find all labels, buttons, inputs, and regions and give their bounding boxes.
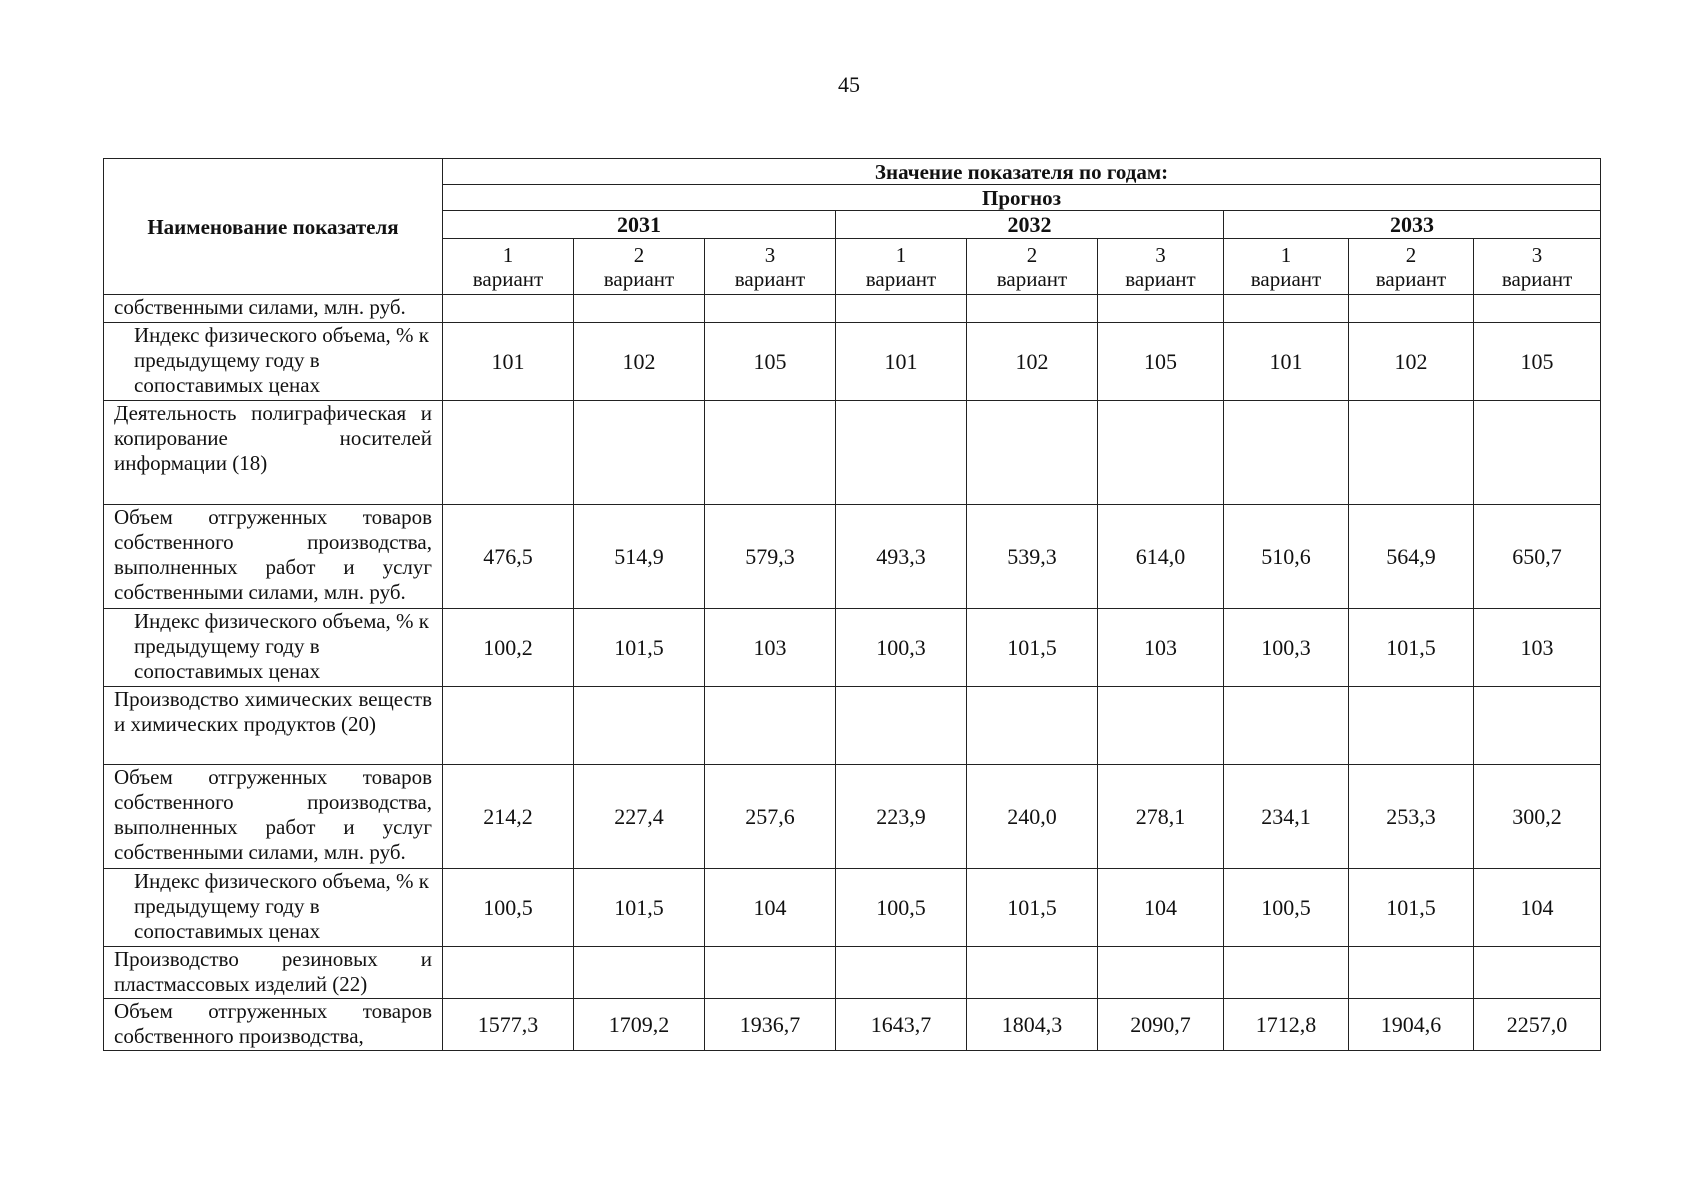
value-cell: 103 xyxy=(1098,609,1224,687)
value-cell xyxy=(836,947,967,999)
variant-label: вариант xyxy=(996,266,1068,291)
value-cell: 104 xyxy=(705,869,836,947)
variant-header xyxy=(967,239,1098,295)
value-cell xyxy=(443,687,574,765)
section-row xyxy=(104,947,1601,999)
value-cell: 253,3 xyxy=(1349,765,1474,869)
year-header-2031: 2031 xyxy=(443,211,836,239)
value-cell: 278,1 xyxy=(1098,765,1224,869)
variant-header xyxy=(1349,239,1474,295)
value-cell: 564,9 xyxy=(1349,505,1474,609)
variant-number: 3 xyxy=(764,242,776,267)
value-cell: 104 xyxy=(1098,869,1224,947)
value-cell xyxy=(574,401,705,505)
value-cell: 1712,8 xyxy=(1224,999,1349,1051)
value-cell: 539,3 xyxy=(967,505,1098,609)
variant-header xyxy=(1224,239,1349,295)
section-row xyxy=(104,401,1601,505)
variant-label: вариант xyxy=(1125,266,1196,291)
value-cell xyxy=(1474,401,1601,505)
value-cell: 1709,2 xyxy=(574,999,705,1051)
value-cell xyxy=(836,295,967,323)
value-cell: 103 xyxy=(705,609,836,687)
value-cell: 104 xyxy=(1474,869,1601,947)
value-cell xyxy=(1474,687,1601,765)
value-cell xyxy=(574,295,705,323)
value-cell: 2090,7 xyxy=(1098,999,1224,1051)
value-cell: 223,9 xyxy=(836,765,967,869)
value-cell: 493,3 xyxy=(836,505,967,609)
value-cell xyxy=(574,947,705,999)
year-header-2032: 2032 xyxy=(836,211,1224,239)
section-label: Деятельность полиграфическая и копирование носителей информации (18) xyxy=(104,401,443,505)
table-row xyxy=(104,869,1601,947)
value-cell: 476,5 xyxy=(443,505,574,609)
value-cell xyxy=(443,947,574,999)
values-by-year-header: Значение показателя по годам: xyxy=(443,159,1601,185)
forecast-table xyxy=(103,158,1601,1051)
value-cell: 103 xyxy=(1474,609,1601,687)
variant-label: вариант xyxy=(1501,266,1573,291)
value-cell xyxy=(574,687,705,765)
value-cell: 510,6 xyxy=(1224,505,1349,609)
value-cell xyxy=(443,401,574,505)
value-cell: 2257,0 xyxy=(1474,999,1601,1051)
value-cell xyxy=(1224,947,1349,999)
variant-number: 1 xyxy=(1280,242,1292,267)
variant-header xyxy=(836,239,967,295)
table-row xyxy=(104,323,1601,401)
value-cell xyxy=(1349,687,1474,765)
value-cell xyxy=(1098,401,1224,505)
variant-header xyxy=(574,239,705,295)
table-row xyxy=(104,505,1601,609)
value-cell: 1804,3 xyxy=(967,999,1098,1051)
value-cell xyxy=(1474,947,1601,999)
value-cell: 101,5 xyxy=(967,869,1098,947)
variant-label: вариант xyxy=(734,266,806,291)
value-cell xyxy=(1349,947,1474,999)
value-cell: 234,1 xyxy=(1224,765,1349,869)
value-cell: 101,5 xyxy=(574,609,705,687)
value-cell xyxy=(1098,687,1224,765)
value-cell xyxy=(705,947,836,999)
value-cell xyxy=(705,401,836,505)
value-cell xyxy=(967,687,1098,765)
variant-number: 1 xyxy=(502,242,514,267)
value-cell: 101 xyxy=(1224,323,1349,401)
year-header-2033: 2033 xyxy=(1224,211,1601,239)
value-cell xyxy=(1349,295,1474,323)
variant-number: 3 xyxy=(1155,242,1166,267)
page-number: 45 xyxy=(838,72,860,97)
indicator-label: собственными силами, млн. руб. xyxy=(104,295,443,323)
value-cell: 514,9 xyxy=(574,505,705,609)
value-cell xyxy=(1098,947,1224,999)
section-row xyxy=(104,687,1601,765)
value-cell xyxy=(1224,295,1349,323)
value-cell xyxy=(967,401,1098,505)
value-cell: 1643,7 xyxy=(836,999,967,1051)
value-cell xyxy=(967,947,1098,999)
variant-label: вариант xyxy=(1375,266,1447,291)
value-cell: 102 xyxy=(574,323,705,401)
value-cell: 1936,7 xyxy=(705,999,836,1051)
variant-number: 2 xyxy=(1405,242,1417,267)
variant-number: 3 xyxy=(1531,242,1543,267)
forecast-header: Прогноз xyxy=(443,185,1601,211)
variant-header xyxy=(1474,239,1601,295)
indicator-name-header: Наименование показателя xyxy=(104,159,443,295)
value-cell xyxy=(1474,295,1601,323)
indicator-label: Объем отгруженных товаров собственного производства, выполненных работ и услуг собственными силами, млн. руб. xyxy=(104,505,443,609)
index-label: Индекс физического объема, % к предыдущему году в сопоставимых ценах xyxy=(104,869,443,947)
table-row xyxy=(104,765,1601,869)
indicator-label: Объем отгруженных товаров собственного производства, xyxy=(104,999,443,1051)
value-cell: 227,4 xyxy=(574,765,705,869)
variant-number: 2 xyxy=(1026,242,1038,267)
value-cell: 1904,6 xyxy=(1349,999,1474,1051)
variant-label: вариант xyxy=(472,266,544,291)
table-row xyxy=(104,999,1601,1051)
value-cell: 101,5 xyxy=(1349,869,1474,947)
value-cell xyxy=(705,295,836,323)
value-cell: 100,5 xyxy=(836,869,967,947)
value-cell: 105 xyxy=(705,323,836,401)
value-cell: 101 xyxy=(836,323,967,401)
index-label: Индекс физического объема, % к предыдущему году в сопоставимых ценах xyxy=(104,609,443,687)
value-cell: 100,3 xyxy=(836,609,967,687)
variant-number: 1 xyxy=(895,242,907,267)
value-cell xyxy=(1349,401,1474,505)
section-label: Производство резиновых и пластмассовых изделий (22) xyxy=(104,947,443,999)
variant-header xyxy=(443,239,574,295)
value-cell: 101,5 xyxy=(967,609,1098,687)
variant-label: вариант xyxy=(1250,266,1322,291)
value-cell: 300,2 xyxy=(1474,765,1601,869)
indicator-label: Объем отгруженных товаров собственного производства, выполненных работ и услуг собственными силами, млн. руб. xyxy=(104,765,443,869)
variant-header xyxy=(705,239,836,295)
value-cell: 101,5 xyxy=(574,869,705,947)
table-row xyxy=(104,609,1601,687)
value-cell xyxy=(836,687,967,765)
section-label: Производство химических веществ и химических продуктов (20) xyxy=(104,687,443,765)
value-cell: 101 xyxy=(443,323,574,401)
value-cell: 105 xyxy=(1474,323,1601,401)
value-cell xyxy=(1224,687,1349,765)
value-cell xyxy=(836,401,967,505)
variant-label: вариант xyxy=(603,266,675,291)
value-cell: 240,0 xyxy=(967,765,1098,869)
value-cell: 100,2 xyxy=(443,609,574,687)
value-cell xyxy=(1224,401,1349,505)
variant-header xyxy=(1098,239,1224,295)
value-cell: 257,6 xyxy=(705,765,836,869)
value-cell: 105 xyxy=(1098,323,1224,401)
value-cell xyxy=(967,295,1098,323)
value-cell: 579,3 xyxy=(705,505,836,609)
value-cell: 102 xyxy=(967,323,1098,401)
value-cell: 1577,3 xyxy=(443,999,574,1051)
value-cell xyxy=(1098,295,1224,323)
variant-number: 2 xyxy=(633,242,645,267)
value-cell: 650,7 xyxy=(1474,505,1601,609)
value-cell: 100,5 xyxy=(1224,869,1349,947)
index-label: Индекс физического объема, % к предыдущему году в сопоставимых ценах xyxy=(104,323,443,401)
value-cell: 614,0 xyxy=(1098,505,1224,609)
value-cell: 214,2 xyxy=(443,765,574,869)
value-cell: 101,5 xyxy=(1349,609,1474,687)
value-cell: 100,5 xyxy=(443,869,574,947)
variant-label: вариант xyxy=(865,266,937,291)
value-cell xyxy=(443,295,574,323)
value-cell: 102 xyxy=(1349,323,1474,401)
value-cell xyxy=(705,687,836,765)
value-cell: 100,3 xyxy=(1224,609,1349,687)
table-row xyxy=(104,295,1601,323)
